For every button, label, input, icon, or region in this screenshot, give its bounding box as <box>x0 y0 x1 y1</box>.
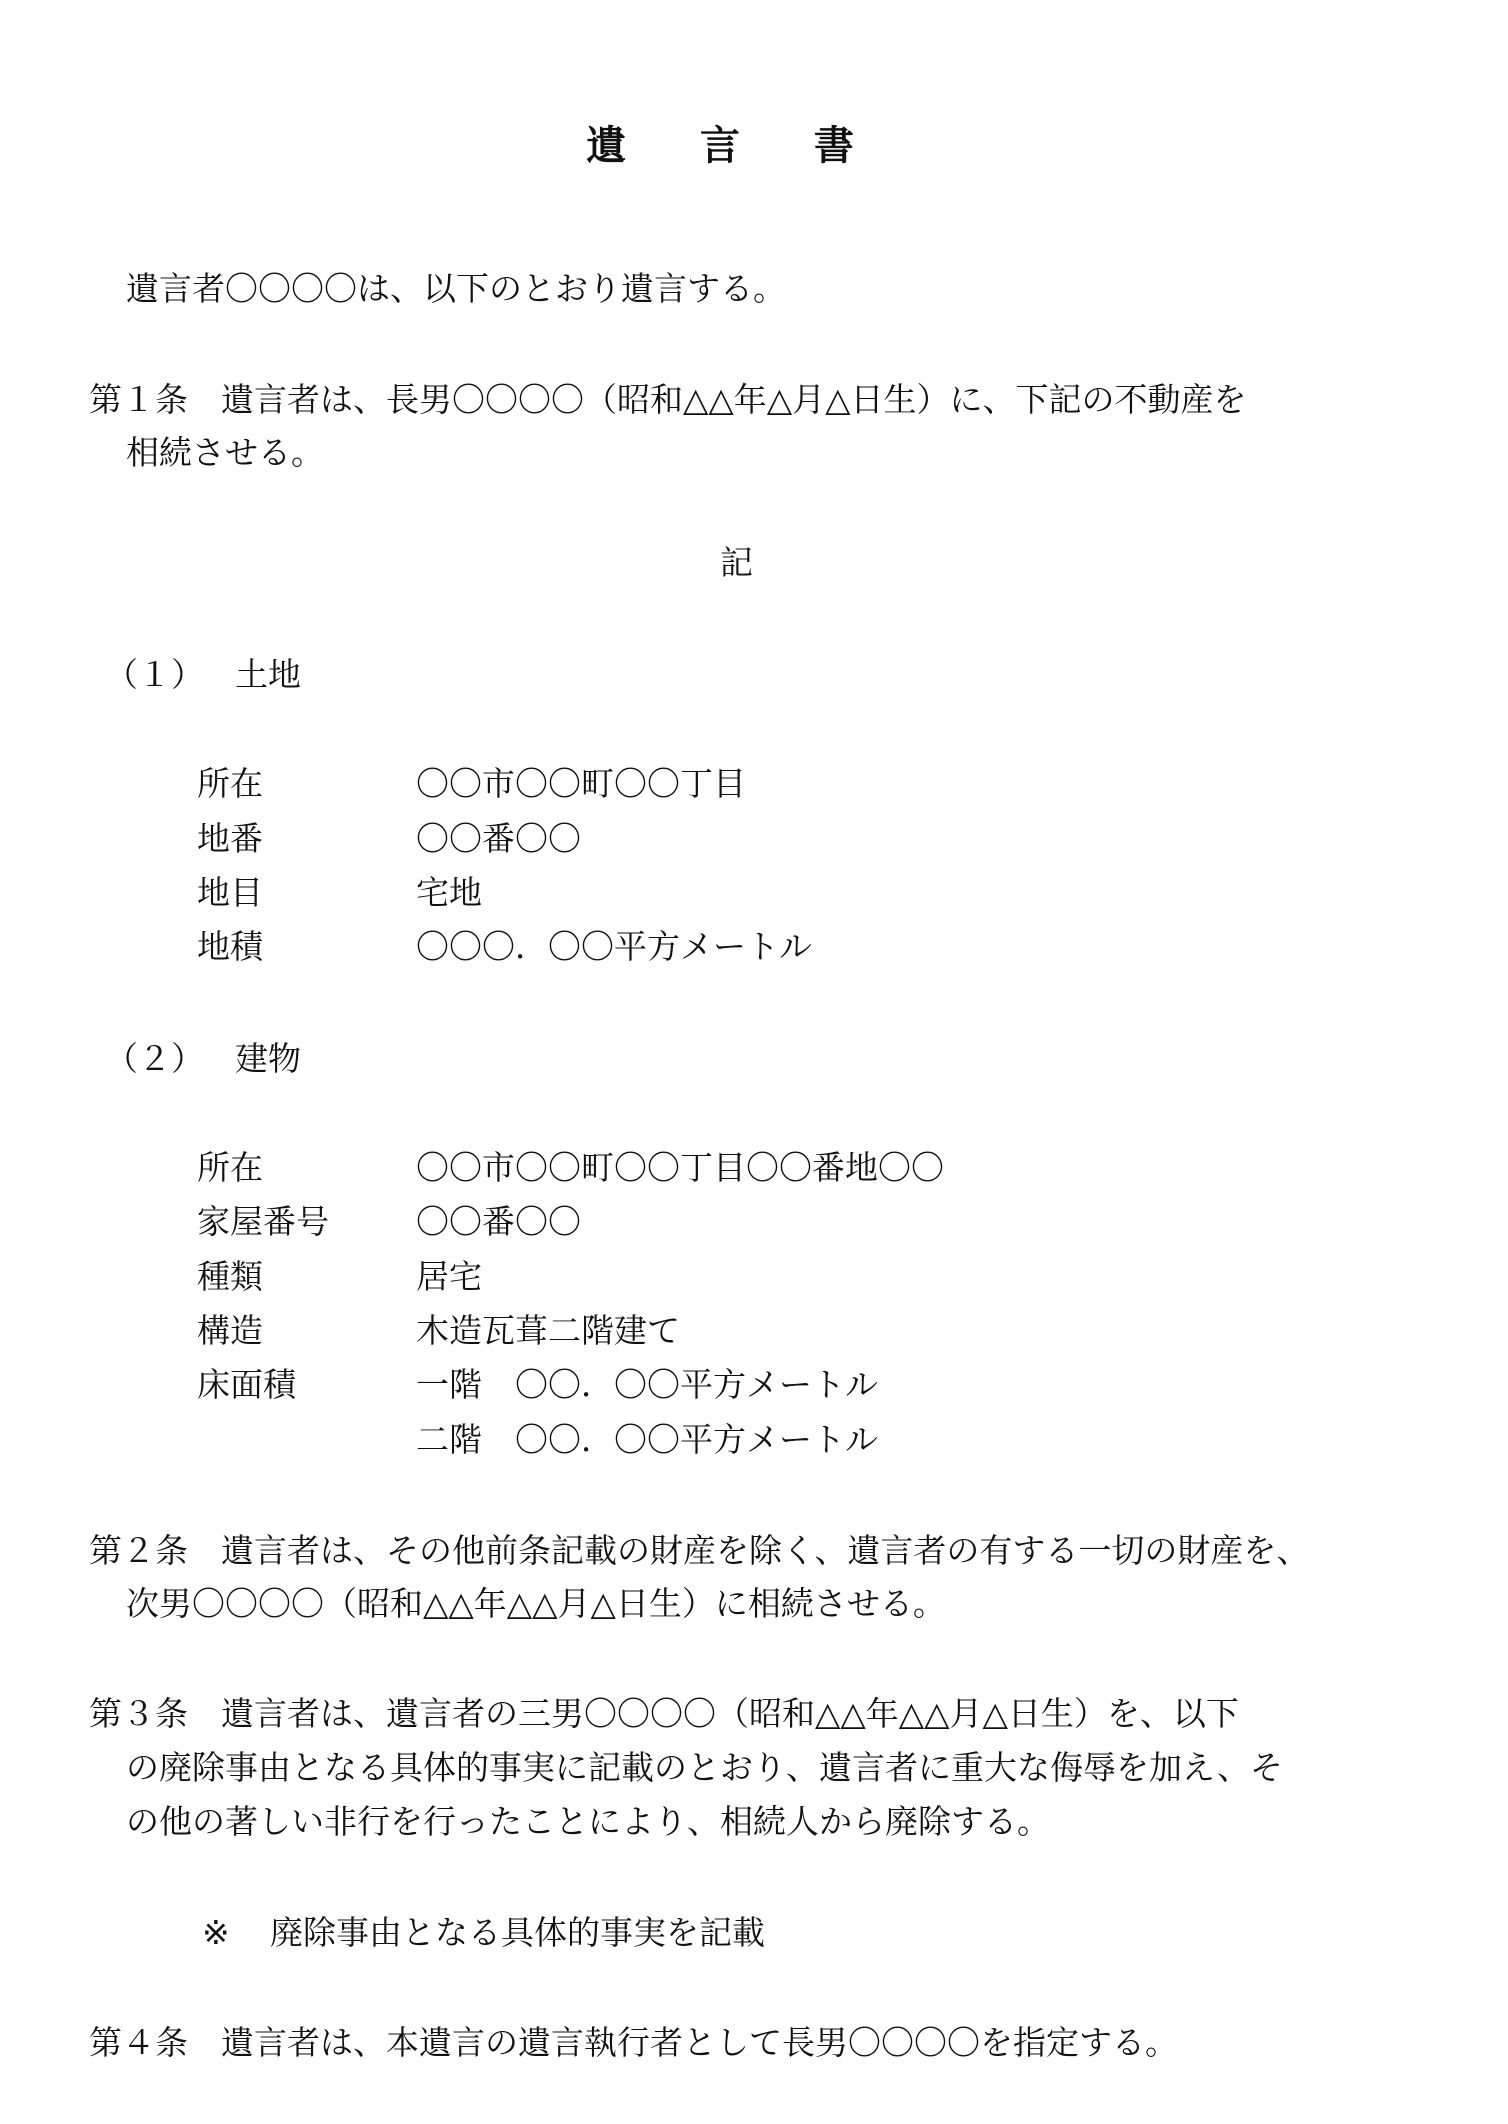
building-label-floor-area: 床面積 <box>197 1365 296 1404</box>
building-label-type: 種類 <box>197 1257 263 1296</box>
article3-line3: の他の著しい非行を行ったことにより、相続人から廃除する。 <box>126 1802 1050 1841</box>
building-heading: 建物 <box>235 1039 301 1078</box>
land-heading-number: （１） <box>105 655 204 694</box>
building-label-house-number: 家屋番号 <box>197 1202 329 1241</box>
article2-line1: 第２条 遺言者は、その他前条記載の財産を除く、遺言者の有する一切の財産を、 <box>89 1531 1310 1570</box>
building-label-structure: 構造 <box>197 1311 263 1350</box>
ki-heading: 記 <box>720 543 753 582</box>
building-value-structure: 木造瓦葺二階建て <box>416 1311 680 1350</box>
land-label-location: 所在 <box>197 764 263 803</box>
article2-line2: 次男〇〇〇〇（昭和△△年△△月△日生）に相続させる。 <box>126 1584 946 1623</box>
note-mark: ※ <box>202 1913 230 1952</box>
building-label-location: 所在 <box>197 1148 263 1187</box>
building-value-location: 〇〇市〇〇町〇〇丁目〇〇番地〇〇 <box>416 1148 944 1187</box>
land-value-lot-number: 〇〇番〇〇 <box>416 819 581 858</box>
building-value-house-number: 〇〇番〇〇 <box>416 1202 581 1241</box>
note-text: 廃除事由となる具体的事実を記載 <box>270 1913 765 1952</box>
land-label-category: 地目 <box>197 873 263 912</box>
document-title: 遺 言 書 <box>586 122 884 169</box>
article1-line1: 第１条 遺言者は、長男〇〇〇〇（昭和△△年△月△日生）に、下記の不動産を <box>89 380 1247 419</box>
building-value-floor-area-1f: 一階 〇〇．〇〇平方メートル <box>416 1365 878 1404</box>
building-heading-number: （２） <box>105 1039 204 1078</box>
article1-line2: 相続させる。 <box>126 433 324 472</box>
article4-line1: 第４条 遺言者は、本遺言の遺言執行者として長男〇〇〇〇を指定する。 <box>89 2023 1178 2062</box>
land-value-category: 宅地 <box>416 873 482 912</box>
building-value-type: 居宅 <box>416 1257 482 1296</box>
building-value-floor-area-2f: 二階 〇〇．〇〇平方メートル <box>416 1420 878 1459</box>
land-value-area: 〇〇〇．〇〇平方メートル <box>416 927 812 966</box>
land-value-location: 〇〇市〇〇町〇〇丁目 <box>416 764 746 803</box>
land-label-area: 地積 <box>197 927 263 966</box>
land-label-lot-number: 地番 <box>197 819 263 858</box>
intro-text: 遺言者〇〇〇〇は、以下のとおり遺言する。 <box>126 269 786 308</box>
land-heading: 土地 <box>235 655 301 694</box>
article3-line2: の廃除事由となる具体的事実に記載のとおり、遺言者に重大な侮辱を加え、そ <box>126 1748 1283 1787</box>
article3-line1: 第３条 遺言者は、遺言者の三男〇〇〇〇（昭和△△年△△月△日生）を、以下 <box>89 1694 1239 1733</box>
